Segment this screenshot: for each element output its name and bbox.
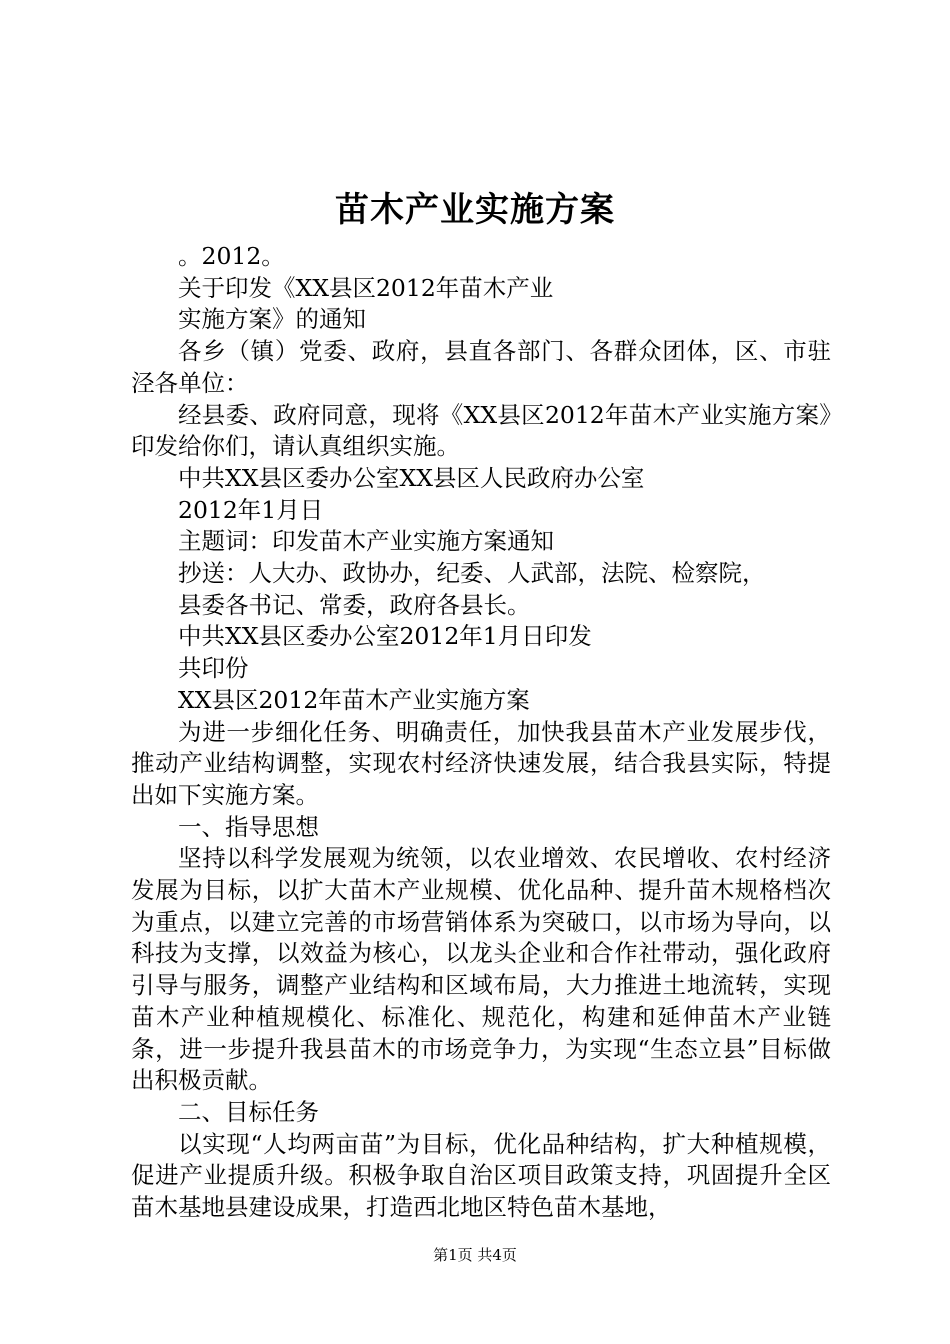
section-heading-goals: 二、目标任务 xyxy=(178,1097,319,1126)
paragraph-guiding-thought: 坚持以科学发展观为统领，以农业增效、农民增收、农村经济发展为目标，以扩大苗木产业规模、优化品种、提升苗木规格档次为重点，以建立完善的市场营销体系为突破口，以市场为导向，以科技为支撑，以效益为核心，以龙头企业和合作社带动，强化政府引导与服务，调整产业结构和区域布局，大力推进土地流转，实现苗木产业种植规模化、标准化、规范化，构建和延伸苗木产业链条，进一步提升我县苗木的市场竞争力，为实现“生态立县”目标做出积极贡献。 xyxy=(131,844,831,1095)
paragraph-notice-title-line1: 关于印发《XX县区2012年苗木产业 xyxy=(178,273,554,302)
document-body xyxy=(131,241,831,1224)
paragraph-subject-words: 主题词：印发苗木产业实施方案通知 xyxy=(178,527,554,556)
paragraph-goals: 以实现“人均两亩苗”为目标，优化品种结构，扩大种植规模，促进产业提质升级。积极争取自治区项目政策支持，巩固提升全区苗木基地县建设成果，打造西北地区特色苗木基地， xyxy=(131,1129,831,1222)
paragraph-addressees: 各乡（镇）党委、政府，县直各部门、各群众团体，区、市驻泾各单位： xyxy=(131,337,831,397)
paragraph-cc-line1: 抄送：人大办、政协办，纪委、人武部，法院、检察院， xyxy=(178,559,766,588)
section-heading-guiding-thought: 一、指导思想 xyxy=(178,812,319,841)
paragraph-print-info: 中共XX县区委办公室2012年1月日印发 xyxy=(178,622,592,651)
paragraph-copies: 共印份 xyxy=(178,654,249,683)
paragraph-issue-date: 2012年1月日 xyxy=(178,495,324,524)
paragraph-cc-line2: 县委各书记、常委，政府各县长。 xyxy=(178,590,531,619)
paragraph-notice-body: 经县委、政府同意，现将《XX县区2012年苗木产业实施方案》印发给你们，请认真组织实施。 xyxy=(131,400,831,461)
paragraph-date-marker: 。2012。 xyxy=(178,242,285,270)
paragraph-intro: 为进一步细化任务、明确责任，加快我县苗木产业发展步伐，推动产业结构调整，实现农村经济快速发展，结合我县实际，特提出如下实施方案。 xyxy=(131,717,831,809)
paragraph-issuer: 中共XX县区委办公室XX县区人民政府办公室 xyxy=(178,463,645,492)
document-title: 苗木产业实施方案 xyxy=(335,190,615,230)
paragraph-notice-title-line2: 实施方案》的通知 xyxy=(178,305,366,334)
paragraph-plan-title: XX县区2012年苗木产业实施方案 xyxy=(178,685,530,714)
page-number-footer: 第1页 共4页 xyxy=(433,1246,517,1264)
